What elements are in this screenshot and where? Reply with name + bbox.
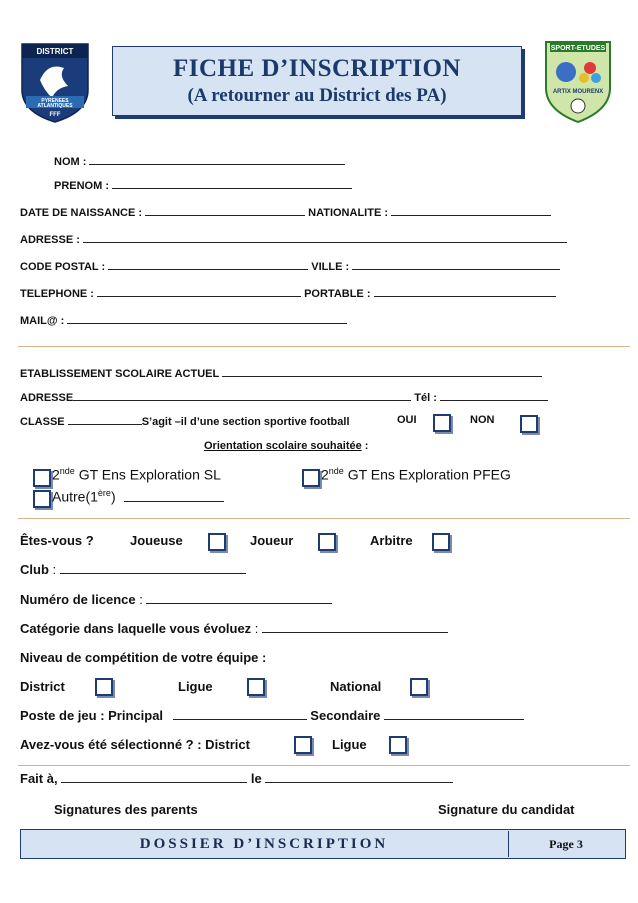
ville-field[interactable]	[352, 259, 560, 270]
opt-sl-num: 2	[52, 466, 60, 483]
joueuse-checkbox[interactable]	[208, 533, 226, 551]
adresse-field[interactable]	[83, 232, 567, 243]
opt-autre-checkbox[interactable]	[33, 490, 51, 508]
club-row	[20, 562, 246, 577]
sel-district-checkbox[interactable]	[294, 736, 312, 754]
nom-row	[54, 154, 345, 168]
district-logo	[18, 40, 92, 124]
nationalite-field[interactable]	[391, 205, 551, 216]
categorie-label: Catégorie dans laquelle vous évoluez	[20, 621, 252, 636]
footer-title: DOSSIER D’INSCRIPTION	[139, 836, 389, 852]
orientation-title: Orientation scolaire souhaitée	[204, 440, 362, 452]
code-postal-label: CODE POSTAL :	[20, 261, 106, 273]
club-field[interactable]	[60, 563, 246, 574]
portable-label: PORTABLE :	[304, 288, 371, 300]
nom-field[interactable]	[89, 154, 345, 165]
le-label: le	[250, 771, 262, 786]
district-checkbox[interactable]	[95, 678, 113, 696]
page-subtitle: (A retourner au District des PA)	[187, 85, 447, 106]
opt-sl-text: GT Ens Exploration SL	[74, 466, 221, 483]
opt-autre-text: Autre(1	[52, 488, 98, 505]
opt-autre-end: )	[110, 488, 116, 505]
classe-row	[20, 414, 350, 428]
ligue-label: Ligue	[178, 679, 213, 694]
telephone-label: TELEPHONE :	[20, 288, 94, 300]
sport-etudes-logo	[540, 38, 616, 124]
niveau-label: Niveau de compétition de votre équipe :	[20, 650, 267, 665]
sel-ligue-checkbox[interactable]	[389, 736, 407, 754]
opt-pfeg-label	[321, 466, 511, 483]
opt-sl-checkbox[interactable]	[33, 469, 51, 487]
poste-secondaire-field[interactable]	[384, 709, 524, 720]
footer-divider	[508, 831, 509, 857]
opt-autre-label	[52, 488, 224, 505]
classe-label: CLASSE	[20, 416, 65, 428]
opt-sl-label	[52, 466, 221, 483]
poste-principal-field[interactable]	[173, 709, 307, 720]
naissance-row	[20, 205, 551, 219]
non-checkbox[interactable]	[520, 415, 538, 433]
signature-candidat-label: Signature du candidat	[438, 802, 575, 817]
telephone-row	[20, 286, 556, 300]
opt-autre-sup: ère	[97, 488, 111, 498]
ligue-checkbox[interactable]	[247, 678, 265, 696]
adresse-label: ADRESSE :	[20, 234, 80, 246]
adresse-row	[20, 232, 567, 246]
divider-2	[18, 518, 630, 519]
prenom-row	[54, 178, 352, 192]
opt-pfeg-checkbox[interactable]	[302, 469, 320, 487]
codepostal-row	[20, 259, 560, 273]
etablissement-row	[20, 366, 542, 380]
divider-3	[18, 765, 630, 766]
etablissement-field[interactable]	[222, 366, 542, 377]
logo-left-line1: DISTRICT	[36, 47, 74, 56]
joueur-label: Joueur	[250, 533, 294, 548]
categorie-colon: :	[251, 621, 259, 636]
poste-row	[20, 708, 524, 723]
fait-a-field[interactable]	[61, 772, 247, 783]
club-label: Club	[20, 562, 49, 577]
logo-left-line2: PYRENEES	[41, 98, 69, 104]
opt-pfeg-num: 2	[321, 466, 329, 483]
orientation-colon: :	[361, 440, 369, 452]
arbitre-checkbox[interactable]	[432, 533, 450, 551]
section-question: S’agit –il d’une section sportive football	[141, 416, 350, 428]
school-adresse-label: ADRESSE	[20, 392, 74, 404]
school-adresse-field[interactable]	[73, 390, 411, 401]
title-box	[112, 46, 522, 116]
logo-right-line1: SPORT-ETUDES	[550, 45, 606, 52]
page-title: FICHE D’INSCRIPTION	[172, 55, 461, 82]
national-checkbox[interactable]	[410, 678, 428, 696]
poste-label: Poste de jeu : Principal	[20, 708, 164, 723]
fait-a-row	[20, 771, 453, 786]
secondaire-label: Secondaire	[310, 708, 381, 723]
licence-field[interactable]	[146, 593, 332, 604]
opt-pfeg-text: GT Ens Exploration PFEG	[343, 466, 511, 483]
national-label: National	[330, 679, 382, 694]
licence-colon: :	[135, 592, 143, 607]
oui-label: OUI	[397, 414, 417, 426]
licence-row	[20, 592, 332, 607]
joueur-checkbox[interactable]	[318, 533, 336, 551]
logo-left-line4: FFF	[49, 112, 61, 118]
sel-ligue-label: Ligue	[332, 737, 367, 752]
le-field[interactable]	[265, 772, 453, 783]
code-postal-field[interactable]	[108, 259, 308, 270]
opt-sl-sup: nde	[59, 466, 75, 476]
categorie-field[interactable]	[262, 622, 448, 633]
logo-left-line3: ATLANTIQUES	[37, 103, 73, 109]
etablissement-label: ETABLISSEMENT SCOLAIRE ACTUEL	[20, 368, 220, 380]
logo-right-line2: ARTIX MOURENX	[552, 89, 604, 95]
fait-a-label: Fait à,	[20, 771, 58, 786]
opt-autre-field[interactable]	[124, 491, 224, 502]
signature-parents-label: Signatures des parents	[54, 802, 198, 817]
ville-label: VILLE :	[311, 261, 350, 273]
school-tel-field[interactable]	[440, 390, 548, 401]
date-naissance-field[interactable]	[145, 205, 305, 216]
non-label: NON	[470, 414, 495, 426]
school-tel-label: Tél :	[414, 392, 437, 404]
mail-row	[20, 313, 347, 327]
page-number: Page 3	[549, 837, 583, 851]
nationalite-label: NATIONALITE :	[308, 207, 388, 219]
club-colon: :	[48, 562, 57, 577]
school-adresse-row	[20, 390, 548, 404]
oui-checkbox[interactable]	[433, 414, 451, 432]
divider-1	[18, 346, 630, 347]
opt-pfeg-sup: nde	[328, 466, 344, 476]
district-label: District	[20, 679, 65, 694]
date-naissance-label: DATE DE NAISSANCE :	[20, 207, 143, 219]
prenom-field[interactable]	[112, 178, 352, 189]
arbitre-label: Arbitre	[370, 533, 413, 548]
licence-label: Numéro de licence	[20, 592, 136, 607]
telephone-field[interactable]	[97, 286, 301, 297]
joueuse-label: Joueuse	[130, 533, 183, 548]
categorie-row	[20, 621, 448, 636]
classe-field[interactable]	[68, 414, 142, 425]
portable-field[interactable]	[374, 286, 556, 297]
mail-label: MAIL@ :	[20, 315, 65, 327]
nom-label: NOM :	[54, 156, 87, 168]
etes-vous-label: Êtes-vous ?	[20, 533, 94, 548]
prenom-label: PRENOM :	[54, 180, 109, 192]
orientation-heading	[204, 440, 368, 452]
mail-field[interactable]	[67, 313, 347, 324]
selectionne-label: Avez-vous été sélectionné ? : District	[20, 737, 250, 752]
